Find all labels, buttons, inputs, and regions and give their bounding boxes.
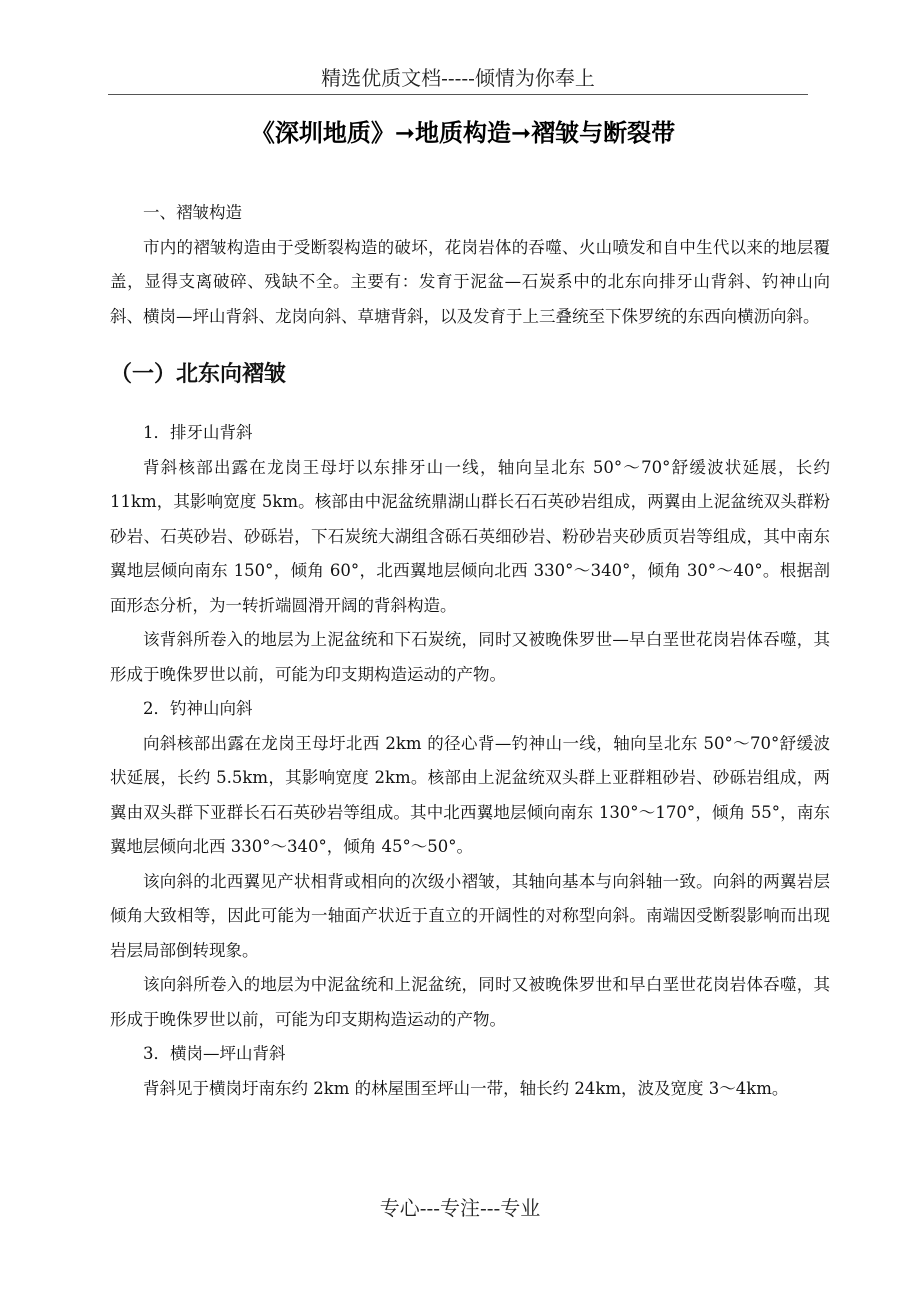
intro-paragraph: 市内的褶皱构造由于受断裂构造的破坏，花岗岩体的吞噬、火山喷发和自中生代以来的地层覆盖，显得支离破碎、残缺不全。主要有：发育于泥盆—石炭系中的北东向排牙山背斜、钓神山向斜、横岗—坪山背斜、龙岗向斜、草塘背斜，以及发育于上三叠统至下侏罗统的东西向横沥向斜。 [110,237,830,326]
document-title: 《深圳地质》➞地质构造➞褶皱与断裂带 [250,119,676,147]
subsection-heading: （一）北东向褶皱 [110,362,287,387]
item-heading-diaoshenshan: 2．钓神山向斜 [143,699,253,718]
section-heading: 一、褶皱构造 [143,203,242,222]
item-heading-henggang-pingshan: 3．横岗—坪山背斜 [143,1044,286,1063]
page-header: 精选优质文档-----倾情为你奉上 [108,62,808,95]
document-body [110,196,830,1106]
item-heading-paiyashan: 1．排牙山背斜 [143,423,253,442]
paragraph: 背斜核部出露在龙岗王母圩以东排牙山一线，轴向呈北东 50°～70°舒缓波状延展，长约 11km，其影响宽度 5km。核部由中泥盆统鼎湖山群长石石英砂岩组成，两翼由上泥盆统双头群粉砂岩、石英砂岩、砂砾岩，下石炭统大湖组含砾石英细砂岩、粉砂岩夹砂质页岩等组成，其中南东翼地层倾向南东 150°，倾角 60°，北西翼地层倾向北西 330°～340°，倾角 30°～40°。根据剖面形态分析，为一转折端圆滑开阔的背斜构造。 [110,457,830,615]
paragraph: 该背斜所卷入的地层为上泥盆统和下石炭统，同时又被晚侏罗世—早白垩世花岗岩体吞噬，其形成于晚侏罗世以前，可能为印支期构造运动的产物。 [110,630,830,684]
page-footer: 专心---专注---专业 [379,1196,541,1220]
paragraph: 该向斜所卷入的地层为中泥盆统和上泥盆统，同时又被晚侏罗世和早白垩世花岗岩体吞噬，其形成于晚侏罗世以前，可能为印支期构造运动的产物。 [110,975,830,1029]
paragraph: 该向斜的北西翼见产状相背或相向的次级小褶皱，其轴向基本与向斜轴一致。向斜的两翼岩层倾角大致相等，因此可能为一轴面产状近于直立的开阔性的对称型向斜。南端因受断裂影响而出现岩层局部倒转现象。 [110,871,830,960]
paragraph: 向斜核部出露在龙岗王母圩北西 2km 的径心背—钓神山一线，轴向呈北东 50°～70°舒缓波状延展，长约 5.5km，其影响宽度 2km。核部由上泥盆统双头群上亚群粗砂岩、砂砾岩组成，两翼由双头群下亚群长石石英砂岩等组成。其中北西翼地层倾向南东 130°～170°，倾角 55°，南东翼地层倾向北西 330°～340°，倾角 45°～50°。 [110,733,830,856]
paragraph: 背斜见于横岗圩南东约 2km 的林屋围至坪山一带，轴长约 24km，波及宽度 3～4km。 [143,1078,789,1098]
